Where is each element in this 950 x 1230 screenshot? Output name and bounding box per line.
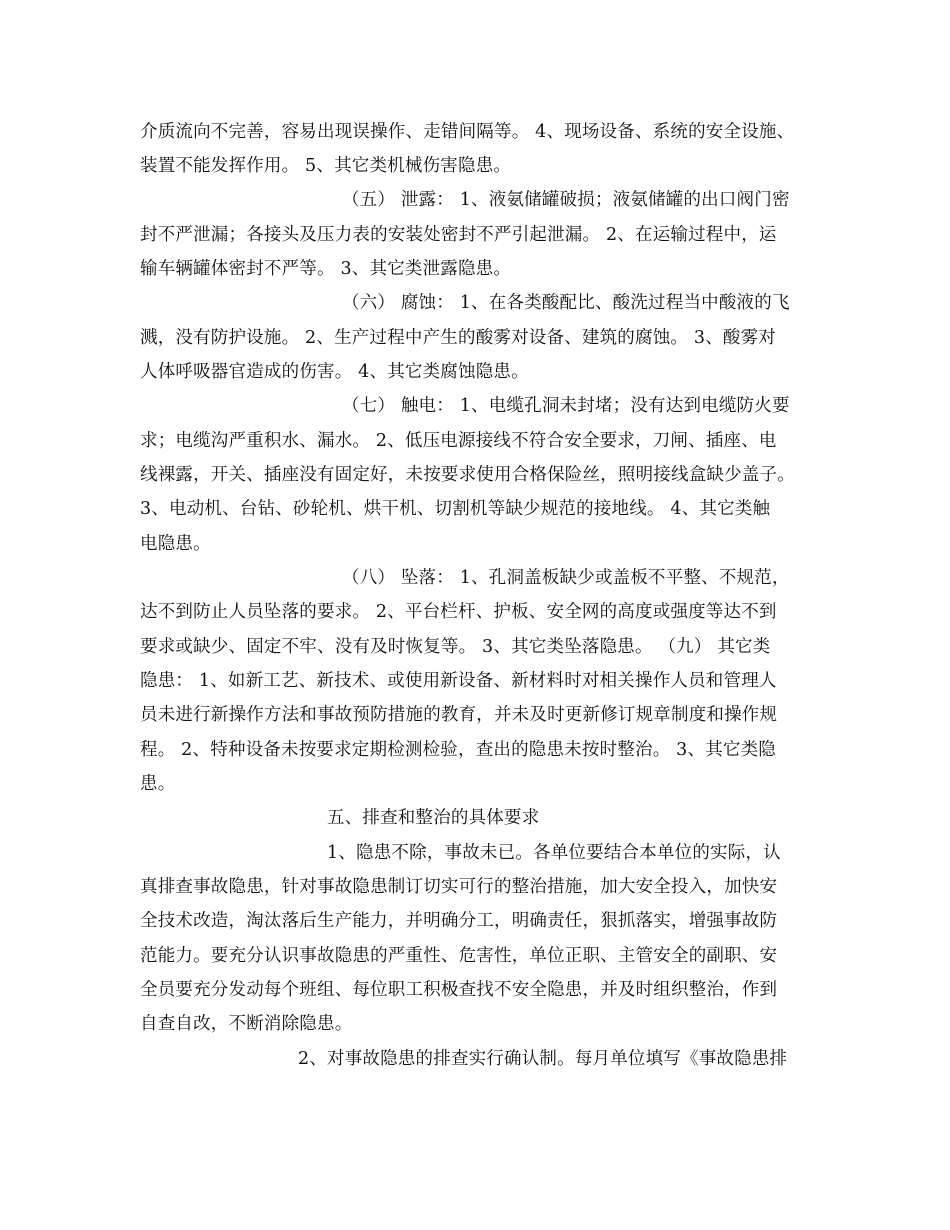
text-line: 线裸露，开关、插座没有固定好，未按要求使用合格保险丝，照明接线盒缺少盖子。	[140, 465, 795, 485]
text-line: 程。 2、特种设备未按要求定期检测检验，查出的隐患未按时整治。 3、其它类隐	[140, 740, 776, 760]
text-line: （七） 触电： 1、电缆孔洞未封堵；没有达到电缆防火要	[342, 396, 790, 416]
text-line: 要求或缺少、固定不牢、没有及时恢复等。 3、其它类坠落隐患。 （九） 其它类	[140, 637, 771, 657]
text-line: 达不到防止人员坠落的要求。 2、平台栏杆、护板、安全网的高度或强度等达不到	[140, 602, 777, 622]
text-line: 范能力。要充分认识事故隐患的严重性、危害性，单位正职、主管安全的副职、安	[140, 946, 778, 966]
text-line: 全员要充分发动每个班组、每位职工积极查找不安全隐患，并及时组织整治，作到	[140, 980, 778, 1000]
text-line: 患。	[140, 774, 176, 794]
text-line: （六） 腐蚀： 1、在各类酸配比、酸洗过程当中酸液的飞	[342, 293, 790, 313]
text-line: 真排查事故隐患，针对事故隐患制订切实可行的整治措施，加大安全投入，加快安	[140, 877, 778, 897]
text-line: 求；电缆沟严重积水、漏水。 2、低压电源接线不符合安全要求，刀闸、插座、电	[140, 431, 777, 451]
text-line: 全技术改造，淘汰落后生产能力，并明确分工，明确责任，狠抓落实，增强事故防	[140, 911, 778, 931]
text-line: 2、对事故隐患的排查实行确认制。每月单位填写《事故隐患排	[298, 1049, 788, 1069]
text-line: 自查自改，不断消除隐患。	[140, 1014, 353, 1034]
text-line: 人体呼吸器官造成的伤害。 4、其它类腐蚀隐患。	[140, 362, 529, 382]
text-line: （八） 坠落： 1、孔洞盖板缺少或盖板不平整、不规范，	[342, 568, 790, 588]
text-line: 员未进行新操作方法和事故预防措施的教育，并未及时更新修订规章制度和操作规	[140, 705, 778, 725]
text-line: 1、隐患不除，事故未已。各单位要结合本单位的实际，认	[327, 843, 781, 863]
text-line: 3、电动机、台钻、砂轮机、烘干机、切割机等缺少规范的接地线。 4、其它类触	[140, 499, 771, 519]
text-line: 溅，没有防护设施。 2、生产过程中产生的酸雾对设备、建筑的腐蚀。 3、酸雾对	[140, 328, 776, 348]
text-line: 封不严泄漏；各接头及压力表的安装处密封不严引起泄漏。 2、在运输过程中，运	[140, 225, 777, 245]
text-line: 输车辆罐体密封不严等。 3、其它类泄露隐患。	[140, 259, 512, 279]
text-line: 隐患： 1、如新工艺、新技术、或使用新设备、新材料时对相关操作人员和管理人	[140, 671, 777, 691]
text-line: （五） 泄露： 1、液氨储罐破损；液氨储罐的出口阀门密	[342, 190, 790, 210]
text-line: 电隐患。	[140, 534, 211, 554]
text-line: 装置不能发挥作用。 5、其它类机械伤害隐患。	[140, 156, 512, 176]
section-heading: 五、排查和整治的具体要求	[327, 808, 540, 828]
text-line: 介质流向不完善，容易出现误操作、走错间隔等。 4、现场设备、系统的安全设施、	[140, 122, 795, 142]
